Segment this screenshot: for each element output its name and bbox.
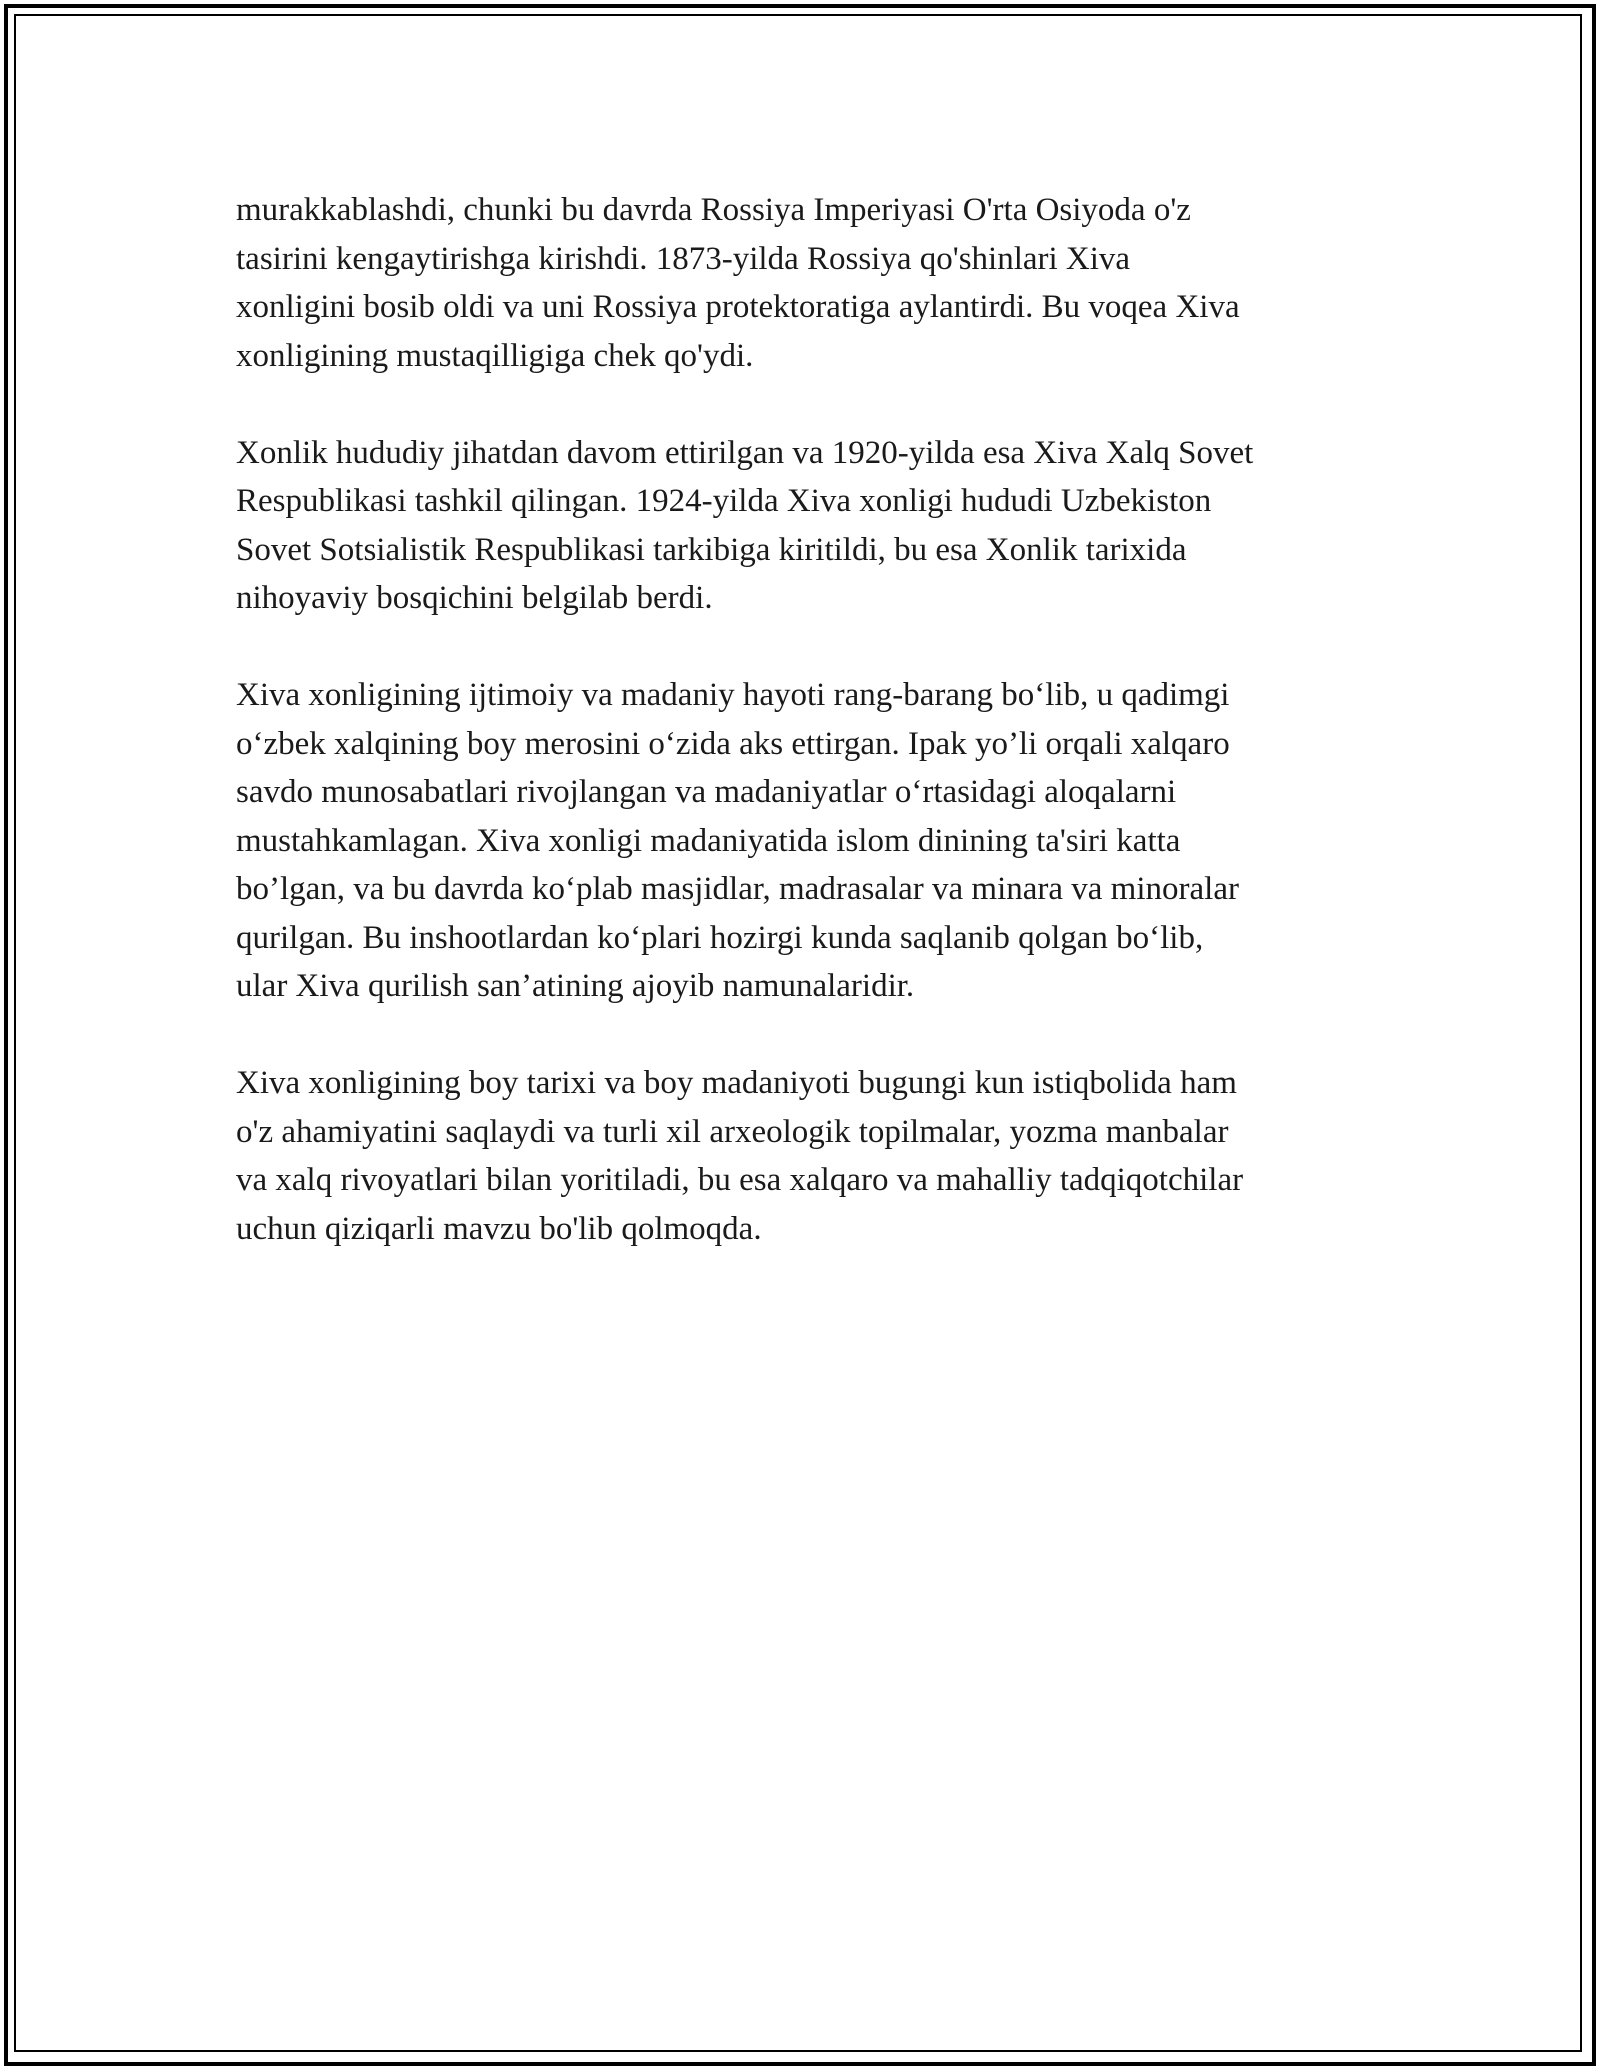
text-line: murakkablashdi, chunki bu davrda Rossiya Imperiyasi O'rta Osiyoda o'z	[236, 192, 1191, 228]
document-body	[236, 186, 1376, 1302]
text-line: bo’lgan, va bu davrda ko‘plab masjidlar, madrasalar va minara va minoralar	[236, 871, 1239, 907]
paragraph-3	[236, 671, 1376, 1011]
text-line: o‘zbek xalqining boy merosini o‘zida aks ettirgan. Ipak yo’li orqali xalqaro	[236, 725, 1230, 762]
text-line: mustahkamlagan. Xiva xonligi madaniyatida islom dinining ta'siri katta	[236, 822, 1181, 859]
text-line: ular Xiva qurilish san’atining ajoyib namunalaridir.	[236, 968, 915, 1004]
text-line: Xiva xonligining ijtimoiy va madaniy hayoti rang-barang bo‘lib, u qadimgi	[236, 677, 1230, 713]
text-line: xonligining mustaqilligiga chek qo'ydi.	[236, 337, 754, 374]
text-line: Xonlik hududiy jihatdan davom ettirilgan va 1920-yilda esa Xiva Xalq Sovet	[236, 434, 1254, 471]
text-line: savdo munosabatlari rivojlangan va madaniyatlar o‘rtasidagi aloqalarni	[236, 774, 1177, 810]
text-line: o'z ahamiyatini saqlaydi va turli xil arxeologik topilmalar, yozma manbalar	[236, 1113, 1229, 1150]
paragraph-1	[236, 186, 1376, 380]
paragraph-4	[236, 1059, 1376, 1253]
text-line: Sovet Sotsialistik Respublikasi tarkibiga kiritildi, bu esa Xonlik tarixida	[236, 531, 1187, 568]
text-line: Xiva xonligining boy tarixi va boy madaniyoti bugungi kun istiqbolida ham	[236, 1065, 1237, 1101]
text-line: Respublikasi tashkil qilingan. 1924-yilda Xiva xonligi hududi Uzbekiston	[236, 483, 1212, 519]
text-line: uchun qiziqarli mavzu bo'lib qolmoqda.	[236, 1210, 762, 1247]
paragraph-2	[236, 429, 1376, 623]
text-line: tasirini kengaytirishga kirishdi. 1873-yilda Rossiya qo'shinlari Xiva	[236, 240, 1131, 277]
text-line: xonligini bosib oldi va uni Rossiya protektoratiga aylantirdi. Bu voqea Xiva	[236, 289, 1240, 325]
text-line: qurilgan. Bu inshootlardan ko‘plari hozirgi kunda saqlanib qolgan bo‘lib,	[236, 919, 1204, 956]
text-line: va xalq rivoyatlari bilan yoritiladi, bu esa xalqaro va mahalliy tadqiqotchilar	[236, 1162, 1244, 1198]
text-line: nihoyaviy bosqichini belgilab berdi.	[236, 580, 713, 616]
